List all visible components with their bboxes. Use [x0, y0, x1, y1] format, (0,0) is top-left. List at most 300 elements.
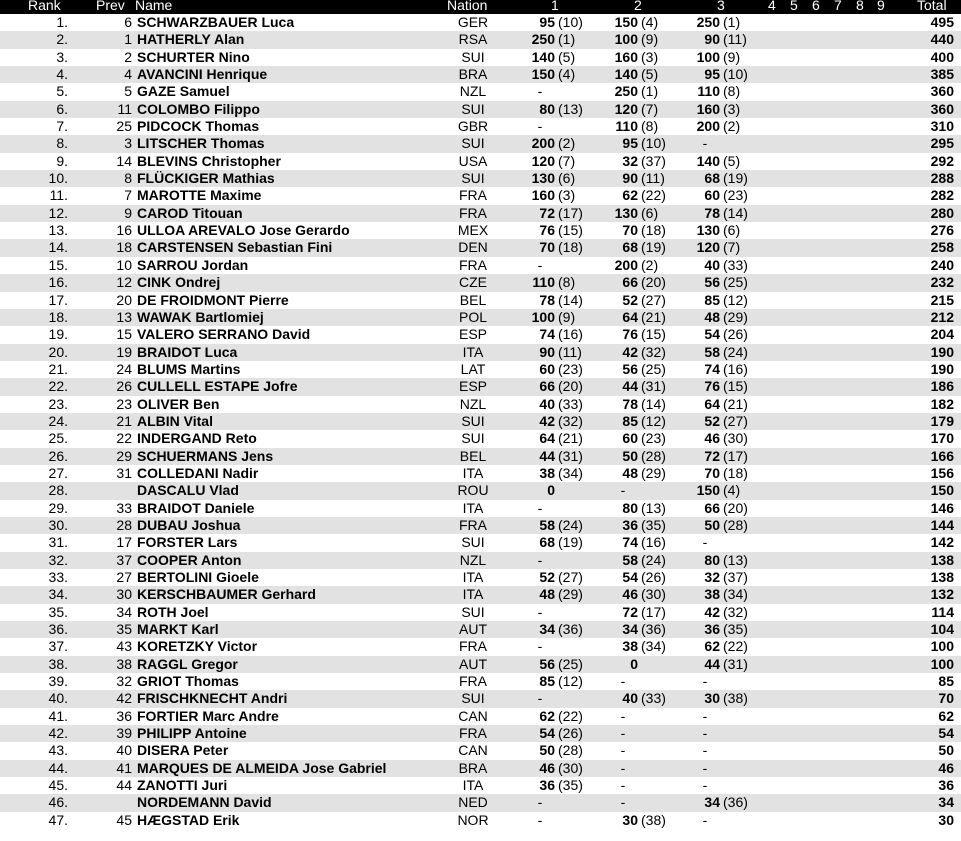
table-row — [0, 274, 961, 291]
race-2-points: 74 — [622, 534, 638, 551]
header-race-6: 6 — [812, 0, 820, 13]
total-points: 212 — [930, 308, 954, 325]
nation-cell: SUI — [461, 603, 485, 620]
nation-cell: BEL — [459, 447, 487, 464]
total-points: 190 — [930, 343, 954, 360]
table-row — [0, 656, 961, 673]
nation-cell: SUI — [461, 135, 485, 152]
race-2-points: 78 — [622, 395, 638, 412]
race-3-points: 85 — [704, 291, 720, 308]
table-row — [0, 344, 961, 361]
rider-name: ALBIN Vital — [137, 412, 213, 429]
nation-cell: NZL — [459, 83, 487, 100]
rider-name: INDERGAND Reto — [137, 430, 257, 447]
nation-cell: FRA — [459, 187, 487, 204]
race-3-position: (20) — [723, 499, 748, 516]
total-points: 360 — [930, 83, 954, 100]
prev-rank-cell: 31 — [116, 464, 132, 481]
total-points: 292 — [930, 152, 954, 169]
total-points: 34 — [938, 794, 954, 811]
race-3-position: (13) — [723, 551, 748, 568]
race-2-points: 36 — [622, 516, 638, 533]
rank-cell: 6. — [56, 100, 68, 117]
rider-name: CINK Ondrej — [137, 274, 221, 291]
table-row — [0, 49, 961, 66]
rank-cell: 15. — [48, 256, 68, 273]
race-1-points: 72 — [539, 204, 555, 221]
rider-name: LITSCHER Thomas — [137, 135, 265, 152]
rank-cell: 47. — [48, 811, 68, 828]
race-3-position: (1) — [723, 14, 741, 30]
table-row — [0, 569, 961, 586]
race-3-points: - — [702, 811, 708, 828]
nation-cell: FRA — [459, 204, 487, 221]
prev-rank-cell: 28 — [116, 516, 132, 533]
rank-cell: 35. — [48, 603, 68, 620]
race-1-points: 130 — [531, 170, 555, 187]
race-2-position: (12) — [641, 412, 666, 429]
prev-rank-cell: 7 — [124, 187, 132, 204]
race-2-points: 100 — [614, 31, 638, 48]
total-points: 232 — [930, 274, 954, 291]
race-1-position: (21) — [558, 430, 583, 447]
race-1-points: - — [537, 551, 543, 568]
header-prev: Prev — [96, 0, 125, 13]
rank-cell: 39. — [48, 673, 68, 690]
race-3-points: 140 — [696, 152, 720, 169]
race-1-position: (2) — [558, 135, 576, 152]
nation-cell: FRA — [459, 638, 487, 655]
race-2-position: (30) — [641, 586, 666, 603]
race-1-points: - — [537, 638, 543, 655]
race-1-position: (10) — [558, 14, 583, 30]
rank-cell: 28. — [48, 482, 68, 499]
race-3-position: (23) — [723, 187, 748, 204]
rank-cell: 43. — [48, 742, 68, 759]
race-3-points: 80 — [704, 551, 720, 568]
nation-cell: NOR — [457, 811, 489, 828]
race-1-points: 38 — [539, 464, 555, 481]
prev-rank-cell: 39 — [116, 725, 132, 742]
race-2-position: (21) — [641, 308, 666, 325]
rider-name: DE FROIDMONT Pierre — [137, 291, 289, 308]
race-1-position: (5) — [558, 48, 576, 65]
total-points: 150 — [930, 482, 954, 499]
race-3-points: 52 — [704, 412, 720, 429]
rider-name: FORTIER Marc Andre — [137, 707, 279, 724]
nation-cell: ITA — [462, 499, 484, 516]
race-3-points: 60 — [704, 187, 720, 204]
nation-cell: POL — [458, 308, 487, 325]
race-2-points: 90 — [622, 170, 638, 187]
total-points: 282 — [930, 187, 954, 204]
rank-cell: 26. — [48, 447, 68, 464]
total-points: 360 — [930, 100, 954, 117]
prev-rank-cell: 1 — [124, 31, 132, 48]
race-1-points: 200 — [531, 135, 555, 152]
race-2-position: (14) — [641, 395, 666, 412]
race-3-position: (29) — [723, 308, 748, 325]
total-points: 186 — [930, 378, 954, 395]
race-2-points: 85 — [622, 412, 638, 429]
race-3-points: - — [702, 673, 708, 690]
prev-rank-cell: 4 — [124, 66, 132, 83]
rider-name: ROTH Joel — [137, 603, 209, 620]
nation-cell: CAN — [458, 707, 488, 724]
table-row — [0, 777, 961, 794]
race-2-points: 62 — [622, 187, 638, 204]
race-2-points: 56 — [622, 360, 638, 377]
race-1-points: 90 — [539, 343, 555, 360]
race-3-points: - — [702, 534, 708, 551]
rider-name: RAGGL Gregor — [137, 655, 238, 672]
total-points: 132 — [930, 586, 954, 603]
race-3-position: (3) — [723, 100, 741, 117]
race-3-points: - — [702, 777, 708, 794]
rank-cell: 45. — [48, 777, 68, 794]
race-1-position: (8) — [558, 274, 576, 291]
race-3-position: (24) — [723, 343, 748, 360]
rider-name: FLÜCKIGER Mathias — [137, 170, 275, 187]
race-2-points: 50 — [622, 447, 638, 464]
rider-name: DUBAU Joshua — [137, 516, 241, 533]
rider-name: FORSTER Lars — [137, 534, 238, 551]
race-1-position: (24) — [558, 516, 583, 533]
total-points: 400 — [930, 48, 954, 65]
header-nation: Nation — [447, 0, 488, 13]
race-2-position: (29) — [641, 464, 666, 481]
rank-cell: 7. — [56, 118, 68, 135]
race-1-position: (35) — [558, 777, 583, 794]
race-1-points: 76 — [539, 222, 555, 239]
header-name: Name — [135, 0, 173, 13]
table-row — [0, 135, 961, 152]
table-row — [0, 760, 961, 777]
race-2-points: 120 — [614, 100, 638, 117]
race-2-points: 130 — [614, 204, 638, 221]
nation-cell: USA — [458, 152, 488, 169]
rider-name: FRISCHKNECHT Andri — [137, 690, 288, 707]
rank-cell: 24. — [48, 412, 68, 429]
race-1-points: 36 — [539, 777, 555, 794]
nation-cell: DEN — [458, 239, 488, 256]
race-3-position: (37) — [723, 569, 748, 585]
total-points: 36 — [938, 777, 954, 794]
race-3-points: 40 — [704, 256, 720, 273]
race-1-position: (7) — [558, 152, 576, 169]
race-3-points: 72 — [704, 447, 720, 464]
rider-name: WAWAK Bartlomiej — [137, 308, 264, 325]
race-2-points: 160 — [614, 48, 638, 65]
race-2-points: 0 — [630, 655, 638, 672]
race-1-points: 40 — [539, 395, 555, 412]
table-row — [0, 604, 961, 621]
table-row — [0, 430, 961, 447]
race-2-position: (37) — [641, 152, 666, 169]
race-2-position: (36) — [641, 621, 666, 638]
rider-name: COLLEDANI Nadir — [137, 464, 259, 481]
rider-name: CARSTENSEN Sebastian Fini — [137, 239, 333, 256]
nation-cell: SUI — [461, 430, 485, 447]
rank-cell: 38. — [48, 655, 68, 672]
total-points: 179 — [930, 412, 954, 429]
table-row — [0, 153, 961, 170]
total-points: 166 — [930, 447, 954, 464]
race-1-points: 50 — [539, 742, 555, 759]
race-1-points: 46 — [539, 759, 555, 776]
race-1-points: 64 — [539, 430, 555, 447]
rider-name: CAROD Titouan — [137, 204, 243, 221]
header-total: Total — [917, 0, 947, 13]
race-3-points: 30 — [704, 690, 720, 707]
race-3-points: 68 — [704, 170, 720, 187]
table-row — [0, 465, 961, 482]
rank-cell: 41. — [48, 707, 68, 724]
rank-cell: 4. — [56, 66, 68, 83]
race-1-points: 34 — [539, 621, 555, 638]
race-3-position: (33) — [723, 256, 748, 273]
race-1-position: (17) — [558, 204, 583, 221]
race-2-points: 46 — [622, 586, 638, 603]
race-3-position: (10) — [723, 66, 748, 83]
total-points: 288 — [930, 170, 954, 187]
race-2-points: 32 — [622, 152, 638, 169]
race-2-position: (27) — [641, 291, 666, 308]
race-3-position: (9) — [723, 48, 741, 65]
table-row — [0, 326, 961, 343]
total-points: 70 — [938, 690, 954, 707]
race-2-position: (8) — [641, 118, 659, 135]
rider-name: MARQUES DE ALMEIDA Jose Gabriel — [137, 759, 387, 776]
race-2-position: (18) — [641, 222, 666, 239]
rider-name: AVANCINI Henrique — [137, 66, 268, 83]
race-2-position: (10) — [641, 135, 666, 152]
race-3-position: (31) — [723, 655, 748, 672]
header-race-5: 5 — [790, 0, 798, 13]
rank-cell: 11. — [49, 187, 68, 204]
rank-cell: 19. — [48, 326, 68, 343]
race-1-points: 74 — [539, 326, 555, 343]
table-row — [0, 83, 961, 100]
prev-rank-cell: 32 — [116, 673, 132, 690]
total-points: 295 — [930, 135, 954, 152]
rank-cell: 31. — [48, 534, 68, 551]
race-2-position: (28) — [641, 447, 666, 464]
rider-name: HÆGSTAD Erik — [137, 811, 240, 828]
race-2-points: 48 — [622, 464, 638, 481]
race-1-position: (34) — [558, 464, 583, 481]
race-3-position: (26) — [723, 326, 748, 343]
header-race-8: 8 — [856, 0, 864, 13]
race-2-position: (20) — [641, 274, 666, 291]
table-row — [0, 621, 961, 638]
total-points: 385 — [930, 66, 954, 83]
race-2-points: 70 — [622, 222, 638, 239]
rider-name: SCHUERMANS Jens — [137, 447, 274, 464]
race-3-points: 70 — [704, 464, 720, 481]
race-1-points: 160 — [531, 187, 555, 204]
rider-name: BERTOLINI Gioele — [137, 569, 259, 585]
prev-rank-cell: 14 — [116, 152, 132, 169]
prev-rank-cell: 16 — [116, 222, 132, 239]
race-3-position: (14) — [723, 204, 748, 221]
race-1-points: 70 — [539, 239, 555, 256]
nation-cell: BRA — [458, 759, 488, 776]
race-3-points: - — [702, 742, 708, 759]
rank-cell: 2. — [56, 31, 68, 48]
prev-rank-cell: 35 — [116, 621, 132, 638]
race-1-position: (3) — [558, 187, 576, 204]
rank-cell: 16. — [48, 274, 68, 291]
prev-rank-cell: 11 — [117, 100, 132, 117]
rank-cell: 29. — [48, 499, 68, 516]
race-3-points: 90 — [704, 31, 720, 48]
race-3-position: (30) — [723, 430, 748, 447]
table-header — [0, 0, 961, 14]
race-2-points: 54 — [622, 569, 638, 585]
race-2-position: (5) — [641, 66, 659, 83]
race-1-points: - — [537, 256, 543, 273]
nation-cell: BRA — [458, 66, 488, 83]
nation-cell: FRA — [459, 256, 487, 273]
race-2-points: - — [620, 794, 626, 811]
total-points: 276 — [930, 222, 954, 239]
total-points: 142 — [930, 534, 954, 551]
prev-rank-cell: 5 — [124, 83, 132, 100]
race-2-points: 140 — [614, 66, 638, 83]
rank-cell: 30. — [48, 516, 68, 533]
rank-cell: 1. — [56, 14, 68, 30]
race-1-points: 110 — [532, 274, 555, 291]
race-1-points: 78 — [539, 291, 555, 308]
table-row — [0, 534, 961, 551]
race-3-points: 38 — [704, 586, 720, 603]
prev-rank-cell: 40 — [116, 742, 132, 759]
prev-rank-cell: 29 — [116, 447, 132, 464]
rider-name: SCHURTER Nino — [137, 48, 250, 65]
race-3-position: (7) — [723, 239, 741, 256]
nation-cell: AUT — [459, 655, 487, 672]
rank-cell: 21. — [48, 360, 68, 377]
race-1-position: (12) — [558, 673, 583, 690]
total-points: 138 — [930, 551, 954, 568]
total-points: 146 — [930, 499, 954, 516]
race-2-position: (26) — [641, 569, 666, 585]
race-3-points: - — [702, 725, 708, 742]
table-row — [0, 482, 961, 499]
race-2-position: (7) — [641, 100, 659, 117]
race-1-points: - — [537, 603, 543, 620]
nation-cell: GBR — [457, 118, 489, 135]
race-3-points: 66 — [704, 499, 720, 516]
prev-rank-cell: 20 — [116, 291, 132, 308]
rider-name: OLIVER Ben — [137, 395, 220, 412]
race-3-position: (36) — [723, 794, 748, 811]
race-3-points: 32 — [704, 569, 720, 585]
race-1-points: - — [537, 811, 543, 828]
race-1-points: 42 — [539, 412, 555, 429]
race-3-points: - — [702, 759, 708, 776]
race-3-points: 36 — [704, 621, 720, 638]
race-2-points: 44 — [622, 378, 638, 395]
race-2-points: - — [620, 777, 626, 794]
race-2-position: (9) — [641, 31, 659, 48]
race-1-points: 68 — [539, 534, 555, 551]
table-row — [0, 118, 961, 135]
race-3-points: - — [702, 135, 708, 152]
nation-cell: ESP — [458, 378, 487, 395]
race-1-position: (15) — [558, 222, 583, 239]
race-2-points: 34 — [622, 621, 638, 638]
race-1-position: (6) — [558, 170, 576, 187]
nation-cell: FRA — [459, 516, 487, 533]
rank-cell: 36. — [48, 621, 68, 638]
race-2-position: (11) — [641, 170, 665, 187]
prev-rank-cell: 38 — [116, 655, 132, 672]
prev-rank-cell: 18 — [116, 239, 132, 256]
prev-rank-cell: 30 — [116, 586, 132, 603]
race-2-position: (17) — [641, 603, 666, 620]
race-1-points: - — [537, 794, 543, 811]
nation-cell: SUI — [461, 48, 485, 65]
rank-cell: 9. — [56, 152, 68, 169]
race-2-points: 30 — [622, 811, 638, 828]
nation-cell: SUI — [461, 170, 485, 187]
rank-cell: 42. — [48, 725, 68, 742]
race-3-position: (6) — [723, 222, 741, 239]
table-row — [0, 500, 961, 517]
race-3-points: 74 — [704, 360, 720, 377]
race-3-position: (17) — [723, 447, 748, 464]
rank-cell: 20. — [48, 343, 68, 360]
race-1-position: (33) — [558, 395, 583, 412]
rider-name: GRIOT Thomas — [137, 673, 239, 690]
table-row — [0, 552, 961, 569]
table-row — [0, 361, 961, 378]
race-2-position: (31) — [641, 378, 666, 395]
table-row — [0, 14, 961, 31]
header-race-2: 2 — [634, 0, 642, 13]
rider-name: MAROTTE Maxime — [137, 187, 262, 204]
total-points: 240 — [930, 256, 954, 273]
table-row — [0, 170, 961, 187]
race-1-points: 150 — [531, 66, 555, 83]
race-3-position: (32) — [723, 603, 748, 620]
race-1-points: 250 — [531, 31, 555, 48]
race-3-position: (35) — [723, 621, 748, 638]
race-3-points: 34 — [704, 794, 720, 811]
race-1-position: (14) — [558, 291, 583, 308]
total-points: 138 — [930, 569, 954, 585]
total-points: 215 — [930, 291, 954, 308]
race-3-points: 130 — [696, 222, 720, 239]
race-2-position: (33) — [641, 690, 666, 707]
race-2-position: (3) — [641, 48, 659, 65]
total-points: 85 — [938, 673, 954, 690]
race-1-position: (18) — [558, 239, 583, 256]
prev-rank-cell: 44 — [116, 777, 132, 794]
rider-name: HATHERLY Alan — [137, 31, 245, 48]
table-row — [0, 638, 961, 655]
rank-cell: 13. — [48, 222, 68, 239]
race-3-points: 78 — [704, 204, 720, 221]
header-race-1: 1 — [551, 0, 559, 13]
race-3-position: (15) — [723, 378, 748, 395]
rank-cell: 27. — [48, 464, 68, 481]
prev-rank-cell: 3 — [124, 135, 132, 152]
race-1-position: (19) — [558, 534, 583, 551]
prev-rank-cell: 24 — [116, 360, 132, 377]
